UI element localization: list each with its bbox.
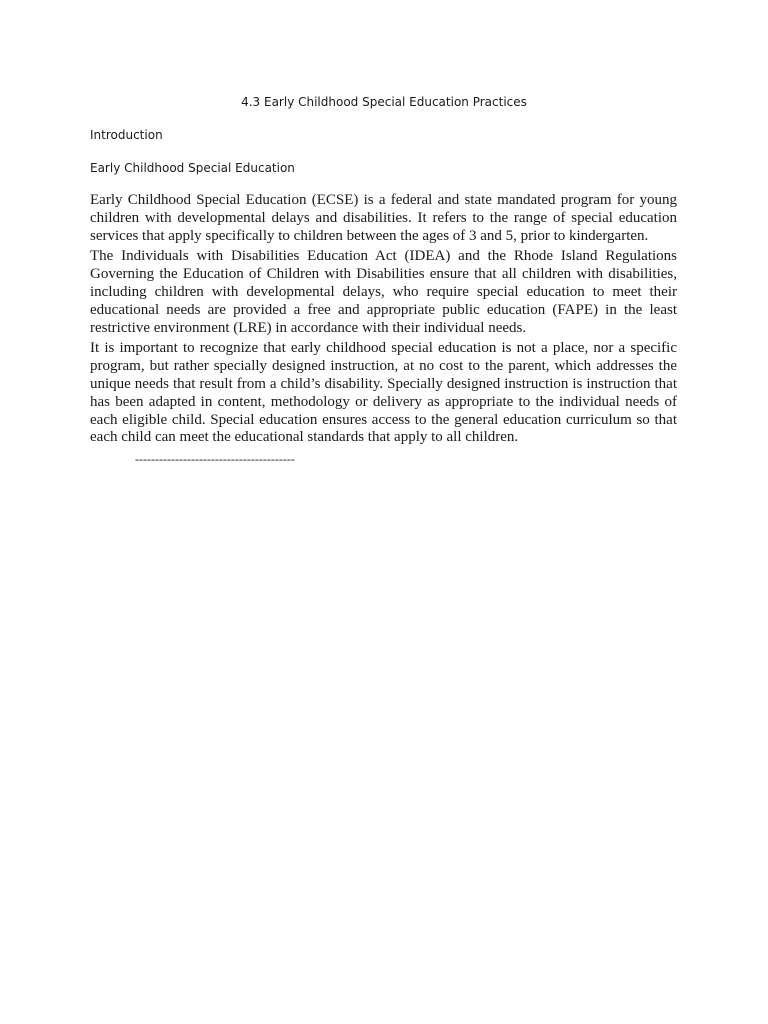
ecse-heading: Early Childhood Special Education — [90, 161, 295, 175]
paragraph-ecse-definition: Early Childhood Special Education (ECSE) is a federal and state mandated program for young children with developmental delays and disabilities. It refers to the range of special education services that apply specifically to children between the ages of 3 and 5, prior to kindergarten. — [90, 192, 677, 244]
document-body — [90, 192, 677, 468]
introduction-heading: Introduction — [90, 128, 163, 142]
document-title: 4.3 Early Childhood Special Education Practices — [241, 95, 527, 109]
paragraph-idea-regulations: The Individuals with Disabilities Education Act (IDEA) and the Rhode Island Regulations Governing the Education of Children with Disabilities ensure that all children with disabilities, including children with developmental delays, who require special education to meet their educational needs are provided a free and appropriate public education (FAPE) in the least restrictive environment (LRE) in accordance with their individual needs. — [90, 248, 677, 336]
section-separator: ---------------------------------------- — [135, 452, 295, 467]
paragraph-specially-designed-instruction: It is important to recognize that early childhood special education is not a place, nor a specific program, but rather specially designed instruction, at no cost to the parent, which addresses the unique needs that result from a child’s disability. Specially designed instruction is instruction that has been adapted in content, methodology or delivery as appropriate to the individual needs of each eligible child. Special education ensures access to the general education curriculum so that each child can meet the educational standards that apply to all children. — [90, 340, 677, 446]
